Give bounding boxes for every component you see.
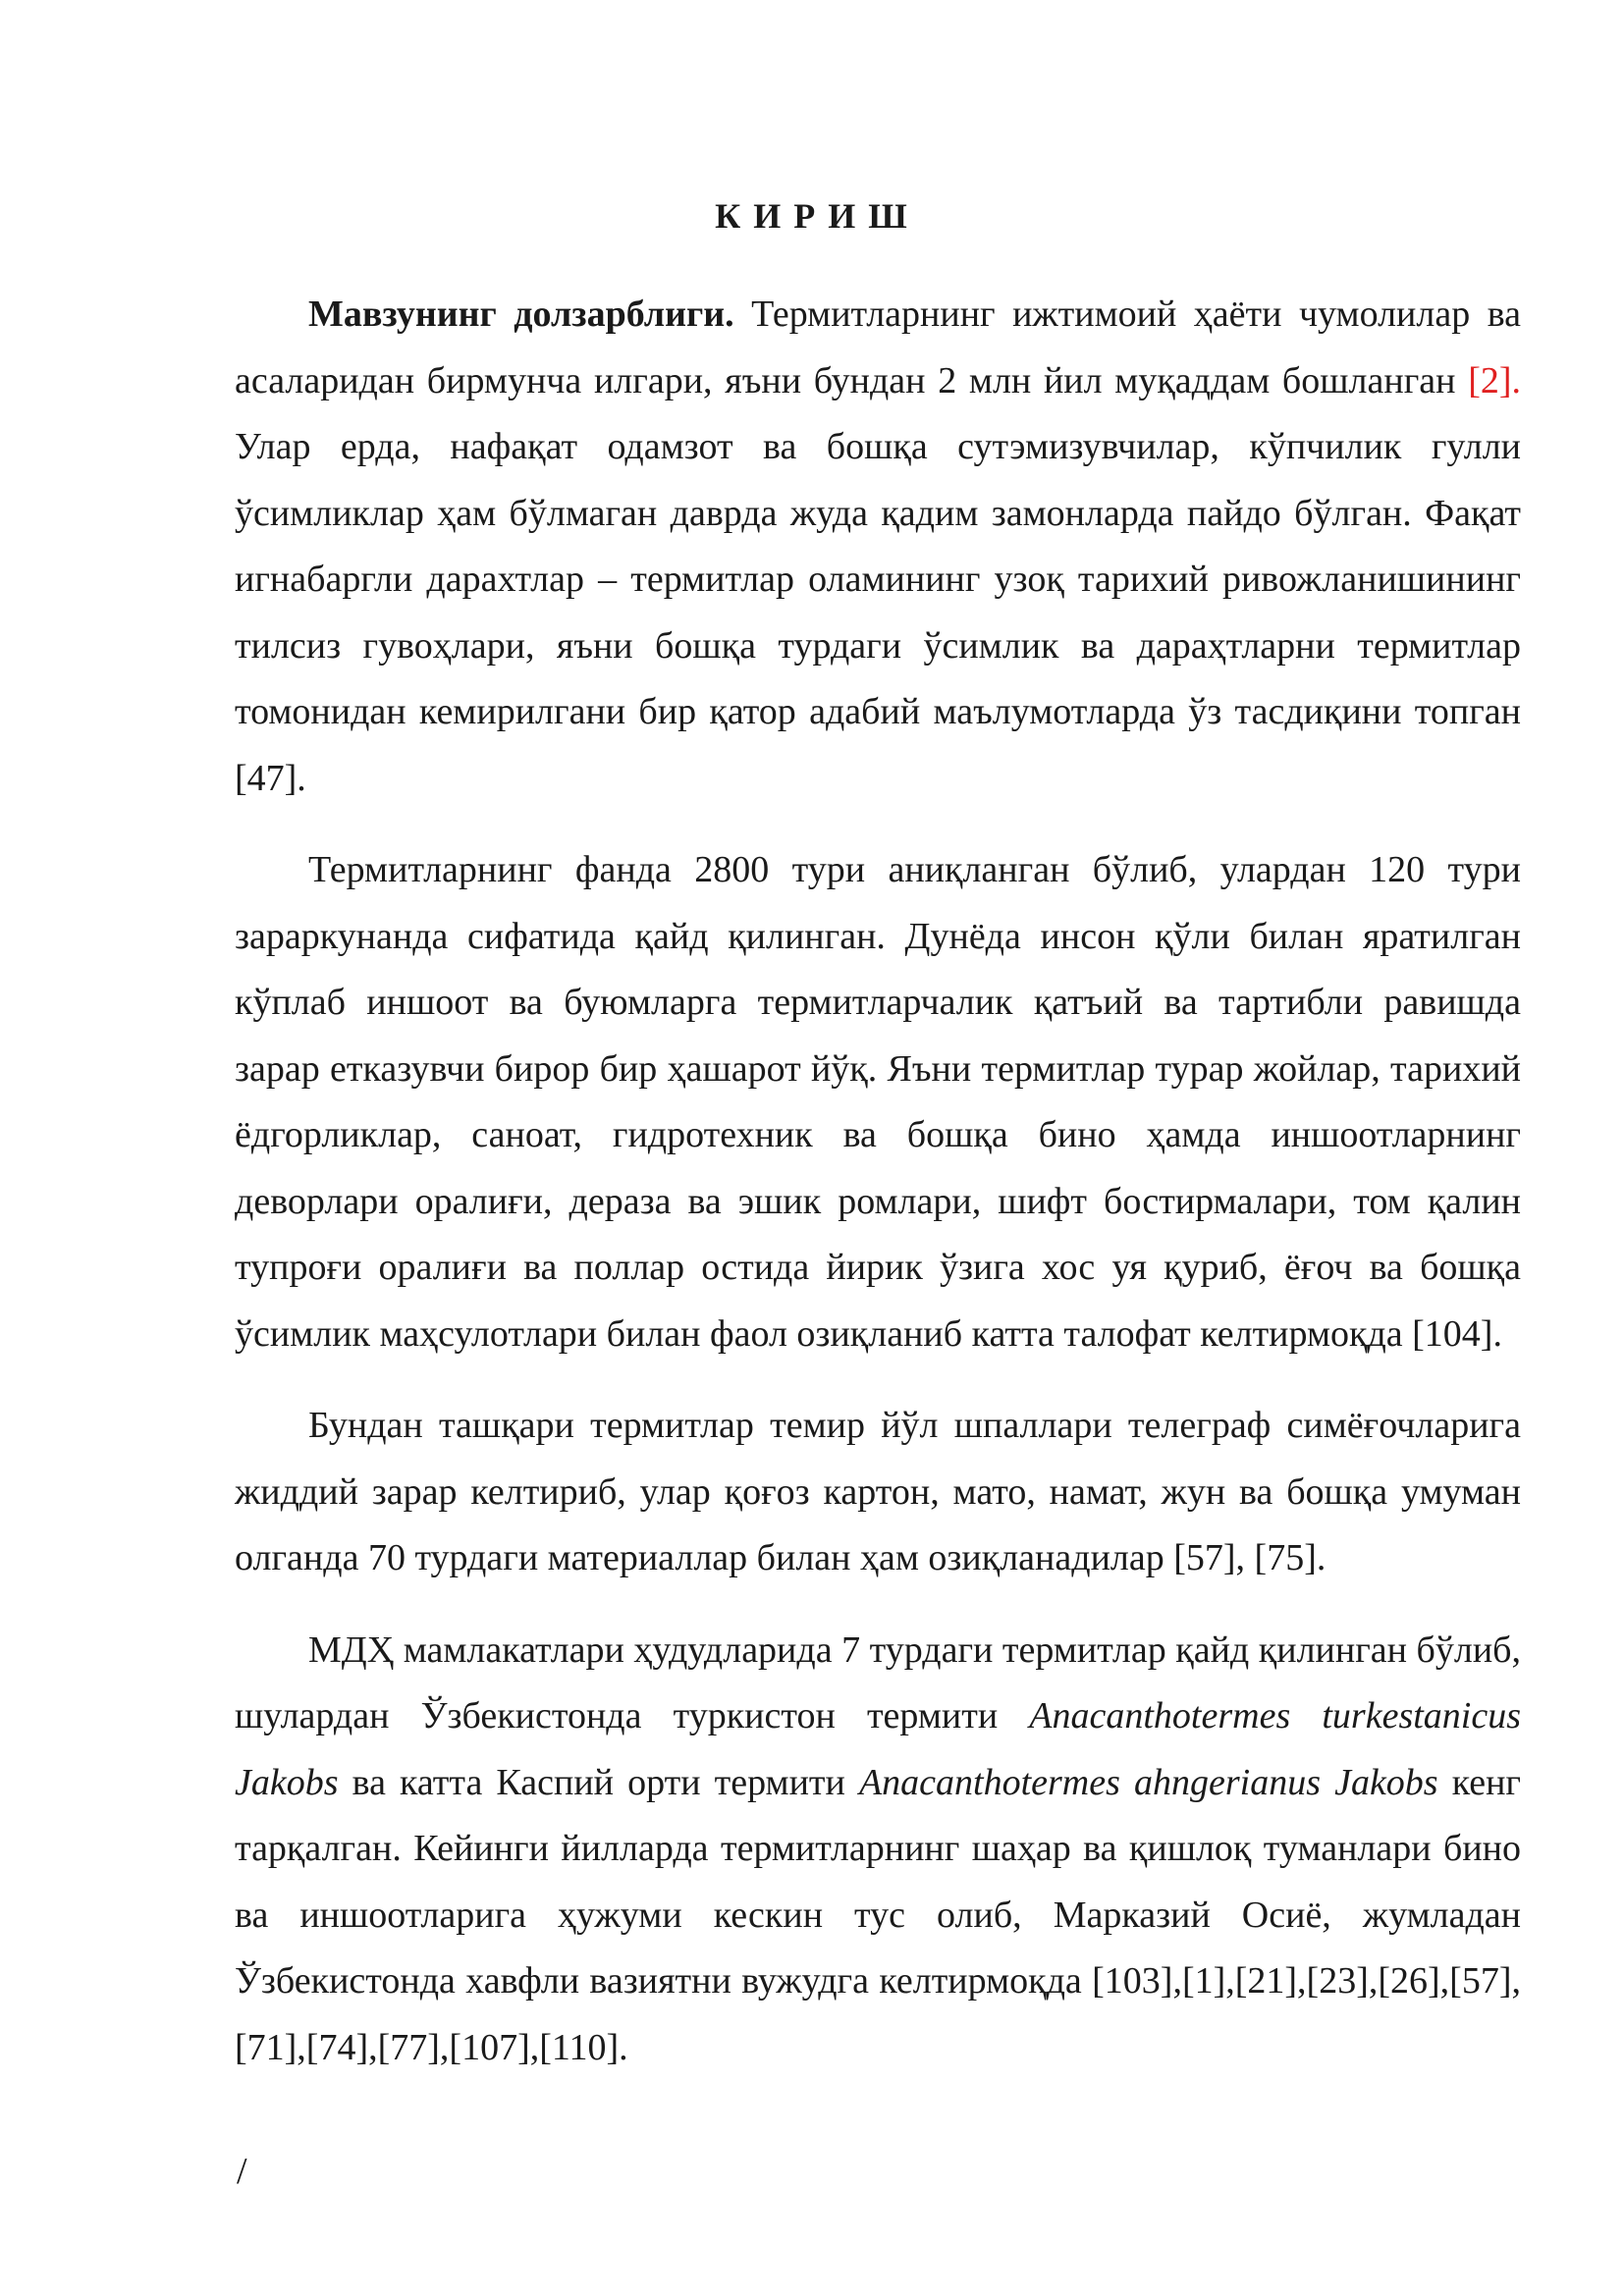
- paragraph-text: Термитларнинг ижтимоий ҳаёти чумолилар ва асаларидан бирмунча илгари, яъни бундан 2 млн йил муқаддам бошланган: [235, 294, 1521, 401]
- citation-link[interactable]: [2].: [1468, 359, 1521, 401]
- species-name: Anacanthotermes ahngerianus Jakobs: [858, 1761, 1438, 1803]
- species-name: Anacanthotermes turkestanicus Jakobs: [235, 1695, 1521, 1803]
- section-title: К И Р И Ш: [715, 196, 909, 236]
- footer-mark: /: [237, 2151, 247, 2192]
- paragraph-cis-species: [235, 1618, 1521, 2082]
- paragraph-text: ва катта Каспий орти термити: [338, 1761, 859, 1803]
- paragraph-lead: Мавзунинг долзарблиги.: [308, 294, 734, 335]
- paragraph-text: МДҲ мамлакатлари ҳудудларида 7 турдаги термитлар қайд қилинган бўлиб, шулардан Ўзбекистонда туркистон термити: [235, 1629, 1521, 1736]
- paragraph-text: кенг тарқалган. Кейинги йилларда термитларнинг шаҳар ва қишлоқ туманлари бино ва иншоотларига ҳужуми кескин тус олиб, Марказий Осиё, жумладан Ўзбекистонда хавфли вазиятни вужудга келтирмоқда [103],[1],[21],[23],[26],[57],[71],[74],[77],[107],[110].: [235, 1761, 1522, 2068]
- paragraph-species-count: Термитларнинг фанда 2800 тури аниқланган бўлиб, улардан 120 тури зараркунанда сифатида қайд қилинган. Дунёда инсон қўли билан яратилган кўплаб иншоот ва буюмларга термитларчалик қатъий ва тартибли равишда зарар етказувчи бирор бир ҳашарот йўқ. Яъни термитлар турар жойлар, тарихий ёдгорликлар, саноат, гидротехник ва бошқа бино ҳамда иншоотларнинг деворлари оралиғи, дераза ва эшик ромлари, шифт бостирмалари, том қалин тупроғи оралиғи ва поллар остида йирик ўзига хос уя қуриб, ёғоч ва бошқа ўсимлик маҳсулотлари билан фаол озиқланиб катта талофат келтирмоқда [104].: [235, 849, 1521, 1355]
- paragraph-materials: Бундан ташқари термитлар темир йўл шпаллари телеграф симёғочларига жиддий зарар келтириб, улар қоғоз картон, мато, намат, жун ва бошқа умуман олганда 70 турдаги материаллар билан ҳам озиқланадилар [57], [75].: [235, 1405, 1521, 1578]
- body-text: [235, 282, 1521, 2081]
- paragraph-text: Улар ерда, нафақат одамзот ва бошқа сутэмизувчилар, кўпчилик гулли ўсимликлар ҳам бўлмаган даврда жуда қадим замонларда пайдо бўлган. Фақат игнабаргли дарахтлар – термитлар оламининг узоқ тарихий ривожланишининг тилсиз гувоҳлари, яъни бошқа турдаги ўсимлик ва дараҳтларни термитлар томонидан кемирилгани бир қатор адабий маълумотларда ўз тасдиқини топган [47].: [235, 426, 1521, 799]
- paragraph-relevance: [235, 282, 1521, 812]
